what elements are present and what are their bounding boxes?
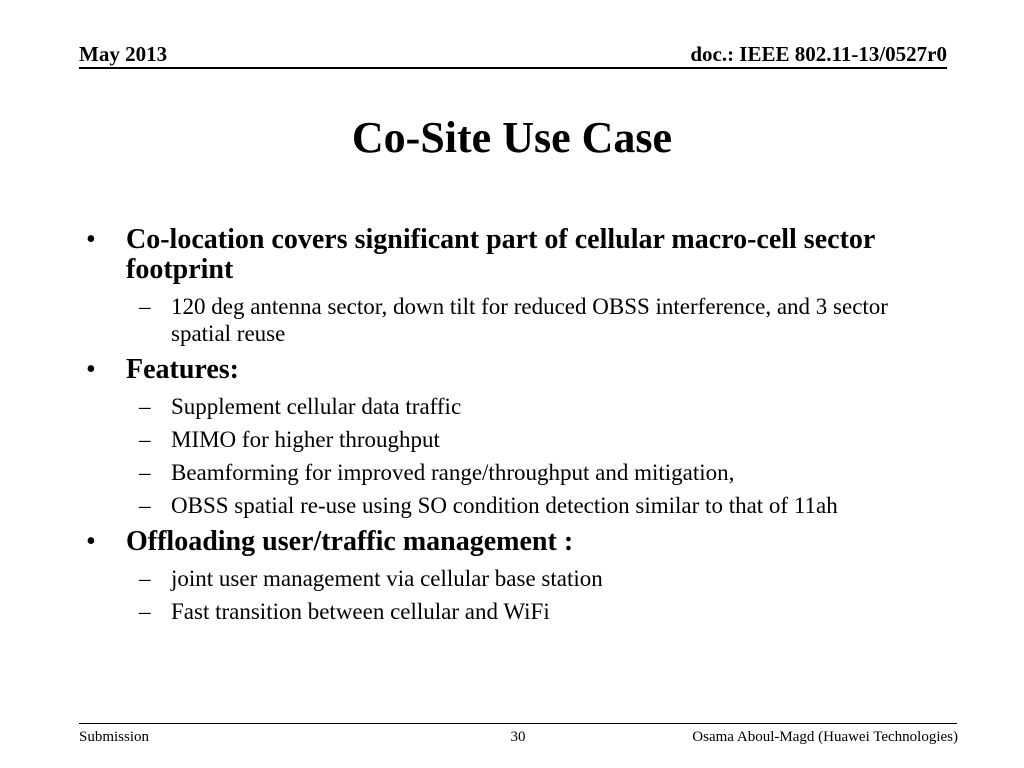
sub-bullet-text: Beamforming for improved range/throughput and mitigation, [171,460,735,485]
bullet-text: Co-location covers significant part of cellular macro-cell sector footprint [126,224,875,285]
footer-divider [79,723,957,724]
sub-bullet-marker: – [139,294,151,319]
header-date: May 2013 [79,42,168,66]
header-doc-id: doc.: IEEE 802.11-13/0527r0 [690,42,947,66]
sub-bullet-item [86,293,944,347]
sub-bullet-text: 120 deg antenna sector, down tilt for reduced OBSS interference, and 3 sector spatial reuse [171,294,888,346]
sub-bullet-marker: – [139,599,151,624]
bullet-marker: • [86,526,96,557]
sub-bullet-item [86,598,944,625]
sub-bullet-text: MIMO for higher throughput [171,427,440,452]
bullet-item [86,355,944,385]
sub-bullet-item [86,393,944,420]
sub-bullet-marker: – [139,493,151,518]
sub-bullet-text: Supplement cellular data traffic [171,394,462,419]
bullet-text: Features: [126,354,239,385]
bullet-item [86,527,944,557]
sub-bullet-text: Fast transition between cellular and WiFi [171,599,550,624]
bullet-marker: • [86,224,96,255]
sub-bullet-marker: – [139,427,151,452]
sub-bullet-marker: – [139,394,151,419]
sub-bullet-text: OBSS spatial re-use using SO condition detection similar to that of 11ah [171,493,838,518]
sub-bullet-item [86,459,944,486]
sub-bullet-marker: – [139,566,151,591]
header-divider [79,67,947,69]
sub-bullet-item [86,565,944,592]
footer-author: Osama Aboul-Magd (Huawei Technologies) [692,729,958,745]
page-number: 30 [510,729,526,745]
bullet-item [86,225,944,285]
slide-body [86,225,944,625]
sub-bullet-text: joint user management via cellular base station [171,566,603,591]
footer-submission: Submission [79,729,150,745]
bullet-text: Offloading user/traffic management : [126,526,574,557]
slide-title: Co-Site Use Case [351,113,673,162]
bullet-marker: • [86,354,96,385]
sub-bullet-marker: – [139,460,151,485]
sub-bullet-item [86,492,944,519]
sub-bullet-item [86,426,944,453]
